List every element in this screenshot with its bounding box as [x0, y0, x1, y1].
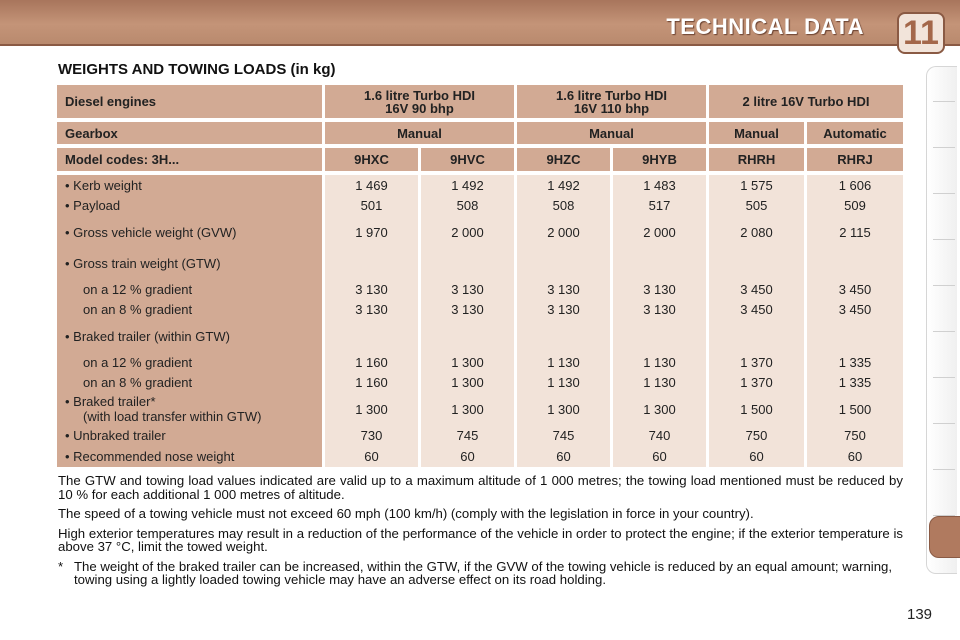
- row-label: • Unbraked trailer: [57, 425, 325, 446]
- value-cell: 3 130: [421, 299, 517, 320]
- note-speed: The speed of a towing vehicle must not exceed 60 mph (100 km/h) (comply with the legislation in force in your country).: [58, 506, 754, 521]
- footnote-marker: *: [58, 558, 64, 574]
- model-code-cell: 9HYB: [613, 148, 709, 171]
- table-row: [57, 425, 903, 446]
- value-cell: 1 130: [517, 372, 613, 393]
- row-label: on an 8 % gradient: [57, 372, 325, 393]
- value-cell: 1 160: [325, 372, 421, 393]
- table-row: [57, 320, 903, 352]
- page-header-title: TECHNICAL DATA: [666, 14, 864, 39]
- table-row: [57, 279, 903, 299]
- table-row: [57, 393, 903, 425]
- footnote-text: The weight of the braked trailer can be increased, within the GTW, if the GVW of the towing vehicle is reduced by an equal amount; warning, towing using a lightly loaded towing vehicle may have an adverse effect on its road holding.: [74, 558, 893, 587]
- value-cell: 517: [613, 195, 709, 216]
- value-cell: 1 370: [709, 352, 807, 372]
- value-cell: 1 335: [807, 372, 903, 393]
- row-label: • Kerb weight: [57, 175, 325, 195]
- value-cell: 509: [807, 195, 903, 216]
- value-cell: 2 080: [709, 216, 807, 248]
- gearbox-row: [57, 122, 903, 144]
- table-row: [57, 175, 903, 195]
- value-cell: 1 500: [709, 393, 807, 425]
- model-code-cell: RHRH: [709, 148, 807, 171]
- value-cell: 2 000: [613, 216, 709, 248]
- value-cell: 3 450: [807, 299, 903, 320]
- row-label: • Braked trailer (within GTW): [57, 320, 325, 352]
- row-label: • Gross train weight (GTW): [57, 248, 325, 279]
- value-cell: 505: [709, 195, 807, 216]
- gearbox-cell: Manual: [517, 122, 709, 144]
- value-cell: 60: [517, 446, 613, 467]
- value-cell: 1 469: [325, 175, 421, 195]
- value-cell: 3 130: [517, 299, 613, 320]
- table-row: [57, 195, 903, 216]
- value-cell: 750: [807, 425, 903, 446]
- value-cell: 1 300: [421, 372, 517, 393]
- value-cell: 2 115: [807, 216, 903, 248]
- value-cell: [613, 248, 709, 279]
- model-code-cell: 9HZC: [517, 148, 613, 171]
- value-cell: 501: [325, 195, 421, 216]
- model-code-label: Model codes: 3H...: [57, 148, 325, 171]
- row-label: • Braked trailer* (with load transfer within GTW): [57, 393, 325, 425]
- value-cell: 740: [613, 425, 709, 446]
- active-chapter-tab[interactable]: [929, 516, 960, 558]
- gearbox-cell: Manual: [325, 122, 517, 144]
- table-body: [57, 175, 903, 467]
- section-title: WEIGHTS AND TOWING LOADS (in kg): [58, 61, 336, 78]
- value-cell: 1 492: [517, 175, 613, 195]
- value-cell: 1 575: [709, 175, 807, 195]
- value-cell: 3 130: [421, 279, 517, 299]
- value-cell: 3 130: [613, 279, 709, 299]
- value-cell: 2 000: [517, 216, 613, 248]
- value-cell: 3 450: [709, 299, 807, 320]
- value-cell: 3 130: [517, 279, 613, 299]
- row-label: on a 12 % gradient: [57, 352, 325, 372]
- value-cell: 60: [421, 446, 517, 467]
- engine-header-row: [57, 85, 903, 118]
- value-cell: 508: [421, 195, 517, 216]
- value-cell: [709, 248, 807, 279]
- value-cell: [807, 248, 903, 279]
- value-cell: 1 370: [709, 372, 807, 393]
- table-row: [57, 216, 903, 248]
- value-cell: [325, 248, 421, 279]
- model-code-row: [57, 148, 903, 171]
- value-cell: 2 000: [421, 216, 517, 248]
- value-cell: 750: [709, 425, 807, 446]
- note-temperature: High exterior temperatures may result in a reduction of the performance of the vehicle in order to protect the engine; if the exterior temperature is above 37 °C, limit the towed weight.: [58, 525, 903, 554]
- value-cell: 60: [325, 446, 421, 467]
- row-label: • Payload: [57, 195, 325, 216]
- value-cell: [807, 320, 903, 352]
- row-label: on an 8 % gradient: [57, 299, 325, 320]
- value-cell: [325, 320, 421, 352]
- note-altitude: The GTW and towing load values indicated are valid up to a maximum altitude of 1 000 metres; the towing load mentioned must be reduced by 10 % for each additional 1 000 metres of altitude.: [58, 473, 903, 502]
- notes: [58, 474, 903, 587]
- value-cell: 3 450: [709, 279, 807, 299]
- value-cell: [517, 248, 613, 279]
- value-cell: 1 300: [421, 352, 517, 372]
- chapter-side-tabs: [926, 66, 957, 574]
- value-cell: [709, 320, 807, 352]
- value-cell: [421, 320, 517, 352]
- model-code-cell: RHRJ: [807, 148, 903, 171]
- value-cell: 3 130: [325, 279, 421, 299]
- value-cell: 3 130: [613, 299, 709, 320]
- value-cell: 3 450: [807, 279, 903, 299]
- engine-header-cell: 1.6 litre Turbo HDI 16V 90 bhp: [325, 85, 517, 118]
- value-cell: 1 970: [325, 216, 421, 248]
- weights-table: [57, 85, 903, 467]
- value-cell: 1 300: [613, 393, 709, 425]
- table-row: [57, 372, 903, 393]
- gearbox-label: Gearbox: [57, 122, 325, 144]
- value-cell: 508: [517, 195, 613, 216]
- value-cell: [613, 320, 709, 352]
- chapter-number-badge: 11: [897, 12, 945, 54]
- value-cell: 745: [517, 425, 613, 446]
- table-row: [57, 446, 903, 467]
- header-band: [0, 0, 960, 46]
- table-row: [57, 248, 903, 279]
- value-cell: 1 606: [807, 175, 903, 195]
- value-cell: 1 300: [517, 393, 613, 425]
- row-label: • Gross vehicle weight (GVW): [57, 216, 325, 248]
- model-code-cell: 9HVC: [421, 148, 517, 171]
- value-cell: 1 160: [325, 352, 421, 372]
- value-cell: 1 335: [807, 352, 903, 372]
- value-cell: [517, 320, 613, 352]
- value-cell: 3 130: [325, 299, 421, 320]
- value-cell: 60: [613, 446, 709, 467]
- value-cell: 745: [421, 425, 517, 446]
- gearbox-cell: Manual: [709, 122, 807, 144]
- engine-label: Diesel engines: [57, 85, 325, 118]
- table-row: [57, 352, 903, 372]
- value-cell: 60: [807, 446, 903, 467]
- value-cell: 60: [709, 446, 807, 467]
- footnote: [58, 560, 903, 587]
- value-cell: 1 492: [421, 175, 517, 195]
- table-row: [57, 299, 903, 320]
- value-cell: 730: [325, 425, 421, 446]
- value-cell: 1 483: [613, 175, 709, 195]
- gearbox-cell: Automatic: [807, 122, 903, 144]
- row-label: • Recommended nose weight: [57, 446, 325, 467]
- row-label: on a 12 % gradient: [57, 279, 325, 299]
- model-code-cell: 9HXC: [325, 148, 421, 171]
- engine-header-cell: 2 litre 16V Turbo HDI: [709, 85, 903, 118]
- value-cell: 1 300: [325, 393, 421, 425]
- page-number: 139: [907, 606, 933, 623]
- value-cell: 1 130: [613, 352, 709, 372]
- value-cell: 1 130: [517, 352, 613, 372]
- value-cell: [421, 248, 517, 279]
- value-cell: 1 300: [421, 393, 517, 425]
- engine-header-cell: 1.6 litre Turbo HDI 16V 110 bhp: [517, 85, 709, 118]
- value-cell: 1 500: [807, 393, 903, 425]
- value-cell: 1 130: [613, 372, 709, 393]
